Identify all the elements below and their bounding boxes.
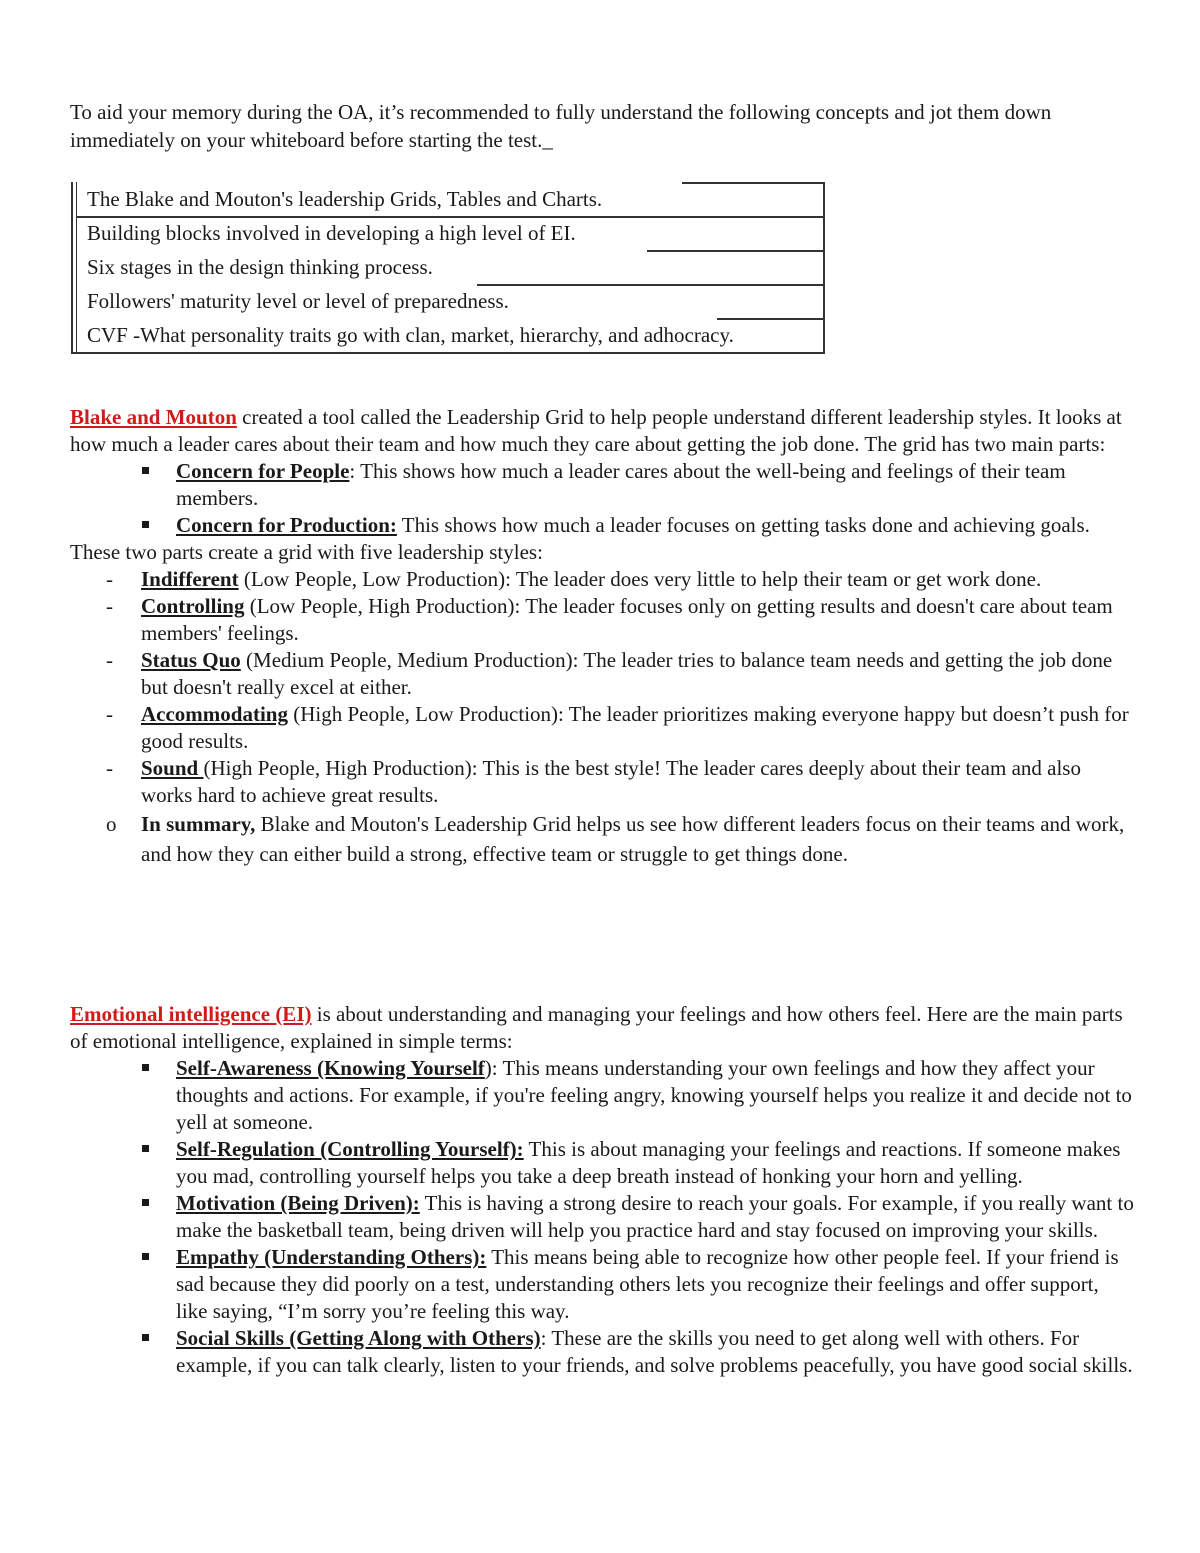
ei-intro bbox=[70, 1001, 1135, 1055]
term-text: (Low People, Low Production): The leader does very little to help their team or get work done. bbox=[238, 567, 1042, 591]
leadership-styles-list bbox=[70, 566, 1135, 809]
checklist-item: Six stages in the design thinking process. bbox=[87, 255, 433, 279]
square-bullet-icon bbox=[142, 1199, 149, 1206]
checklist-row bbox=[76, 182, 823, 216]
term-text: (Medium People, Medium Production): The leader tries to balance team needs and getting the job done but doesn't really excel at either. bbox=[141, 648, 1113, 699]
checklist-item: Followers' maturity level or level of preparedness. bbox=[87, 289, 509, 313]
list-item bbox=[70, 512, 1135, 539]
term: Sound bbox=[141, 756, 204, 780]
blake-parts-list bbox=[70, 458, 1135, 539]
term: Motivation (Being Driven): bbox=[176, 1191, 420, 1215]
term: Accommodating bbox=[141, 702, 288, 726]
term: Empathy (Understanding Others): bbox=[176, 1245, 487, 1269]
checklist-row bbox=[76, 318, 823, 352]
list-item bbox=[70, 755, 1135, 809]
list-item bbox=[70, 1244, 1135, 1325]
list-item bbox=[70, 701, 1135, 755]
blake-intro bbox=[70, 404, 1135, 458]
emotional-intelligence-section bbox=[70, 1001, 1135, 1379]
checklist-item: CVF -What personality traits go with clan, market, hierarchy, and adhocracy. bbox=[87, 323, 734, 347]
term-text: ): This means understanding your own feelings and how they affect your thoughts and actions. For example, if you're feeling angry, knowing yourself helps you realize it and decide not to yell at someone. bbox=[176, 1056, 1132, 1134]
list-item bbox=[70, 1055, 1135, 1136]
summary-text: Blake and Mouton's Leadership Grid helps us see how different leaders focus on their teams and work, and how they can either build a strong, effective team or struggle to get things done. bbox=[141, 812, 1125, 866]
ei-parts-list bbox=[70, 1055, 1135, 1379]
list-item bbox=[70, 647, 1135, 701]
list-item bbox=[70, 593, 1135, 647]
checklist-table bbox=[71, 182, 825, 354]
checklist-row bbox=[76, 250, 823, 284]
circle-bullet-icon: o bbox=[106, 812, 117, 836]
square-bullet-icon bbox=[142, 1334, 149, 1341]
checklist-row bbox=[76, 216, 823, 250]
term-text: This means being able to recognize how other people feel. If your friend is sad because they did poorly on a test, understanding others lets you recognize their feelings and offer support, like saying, “I’m sorry you’re feeling this way. bbox=[176, 1245, 1119, 1323]
square-bullet-icon bbox=[142, 1253, 149, 1260]
dash-bullet-icon: - bbox=[106, 756, 113, 780]
ei-heading: Emotional intelligence (EI) bbox=[70, 1002, 312, 1026]
row-rule bbox=[717, 318, 823, 320]
term: Status Quo bbox=[141, 648, 241, 672]
term-text: This is about managing your feelings and reactions. If someone makes you mad, controlling yourself helps you take a deep breath instead of honking your horn and yelling. bbox=[176, 1137, 1121, 1188]
term-text: (High People, High Production): This is the best style! The leader cares deeply about their team and also works hard to achieve great results. bbox=[141, 756, 1081, 807]
term: Concern for Production: bbox=[176, 513, 397, 537]
square-bullet-icon bbox=[142, 521, 149, 528]
summary-term: In summary, bbox=[141, 812, 256, 836]
list-item bbox=[70, 566, 1135, 593]
term-text: : These are the skills you need to get along well with others. For example, if you can talk clearly, listen to your friends, and solve problems peacefully, you have good social skills. bbox=[176, 1326, 1133, 1377]
row-rule bbox=[77, 216, 823, 218]
list-item bbox=[70, 1190, 1135, 1244]
term: Social Skills (Getting Along with Others) bbox=[176, 1326, 541, 1350]
term: Concern for People bbox=[176, 459, 350, 483]
dash-bullet-icon: - bbox=[106, 567, 113, 591]
term-text: This shows how much a leader focuses on getting tasks done and achieving goals. bbox=[396, 513, 1090, 537]
square-bullet-icon bbox=[142, 1064, 149, 1071]
list-item bbox=[70, 458, 1135, 512]
dash-bullet-icon: - bbox=[106, 648, 113, 672]
term-text: : This shows how much a leader cares about the well-being and feelings of their team members. bbox=[176, 459, 1066, 510]
row-rule bbox=[477, 284, 823, 286]
term: Self-Awareness (Knowing Yourself bbox=[176, 1056, 485, 1080]
term-text: (High People, Low Production): The leader prioritizes making everyone happy but doesn’t push for good results. bbox=[141, 702, 1129, 753]
blake-mouton-section bbox=[70, 404, 1135, 869]
checklist-item: Building blocks involved in developing a high level of EI. bbox=[87, 221, 576, 245]
ei-intro-text: is about understanding and managing your feelings and how others feel. Here are the main parts of emotional intelligence, explained in simple terms: bbox=[70, 1002, 1123, 1053]
row-rule bbox=[682, 182, 823, 184]
term-text: (Low People, High Production): The leader focuses only on getting results and doesn't care about team members' feelings. bbox=[141, 594, 1113, 645]
dash-bullet-icon: - bbox=[106, 702, 113, 726]
intro-paragraph: To aid your memory during the OA, it’s recommended to fully understand the following concepts and jot them down immediately on your whiteboard before starting the test._ bbox=[70, 100, 1052, 152]
list-item bbox=[70, 1136, 1135, 1190]
list-item bbox=[70, 1325, 1135, 1379]
term-text: This is having a strong desire to reach your goals. For example, if you really want to make the basketball team, being driven will help you practice hard and stay focused on improving your skills. bbox=[176, 1191, 1134, 1242]
square-bullet-icon bbox=[142, 1145, 149, 1152]
term: Controlling bbox=[141, 594, 245, 618]
dash-bullet-icon: - bbox=[106, 594, 113, 618]
styles-intro: These two parts create a grid with five leadership styles: bbox=[70, 540, 543, 564]
blake-intro-text: created a tool called the Leadership Grid to help people understand different leadership styles. It looks at how much a leader cares about their team and how much they care about getting the job done. The grid has two main parts: bbox=[70, 405, 1122, 456]
term: Self-Regulation (Controlling Yourself): bbox=[176, 1137, 524, 1161]
term: Indifferent bbox=[141, 567, 239, 591]
list-item bbox=[70, 809, 1135, 869]
square-bullet-icon bbox=[142, 467, 149, 474]
summary-list bbox=[70, 809, 1135, 869]
checklist-item: The Blake and Mouton's leadership Grids, Tables and Charts. bbox=[87, 187, 603, 211]
checklist-row bbox=[76, 284, 823, 318]
row-rule bbox=[647, 250, 823, 252]
blake-heading: Blake and Mouton bbox=[70, 405, 237, 429]
